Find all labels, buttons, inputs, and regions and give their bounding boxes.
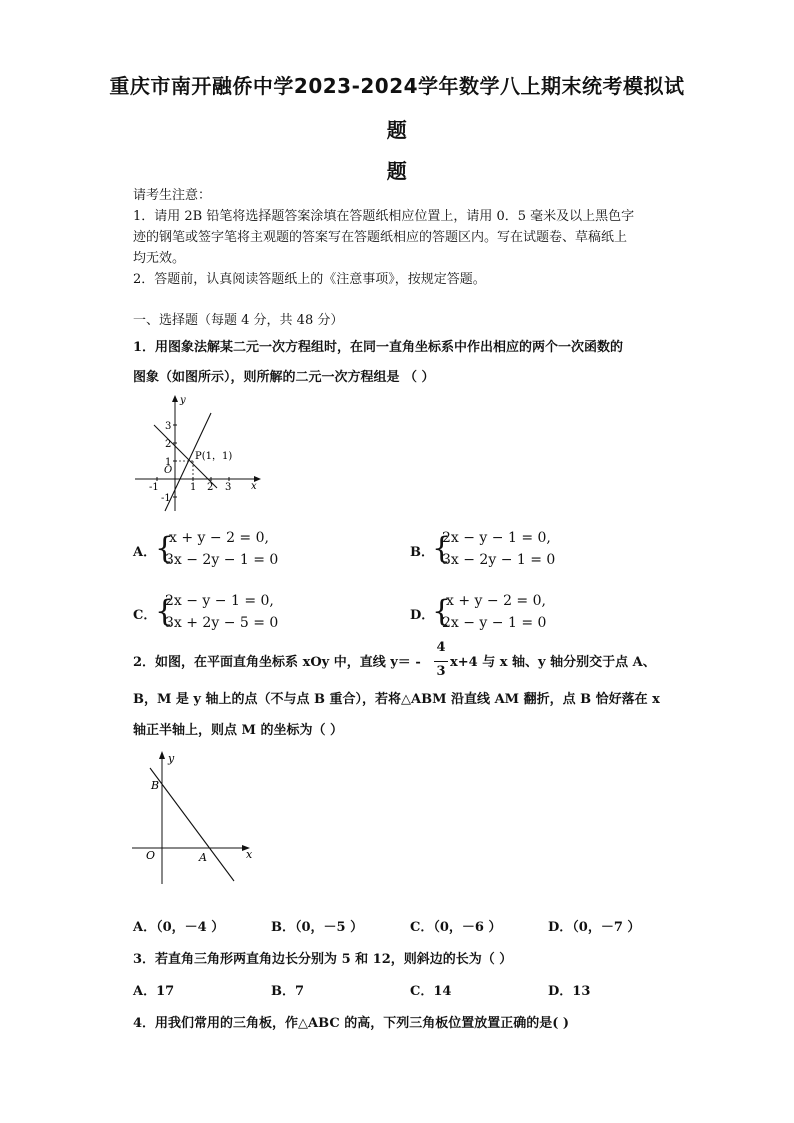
notice-item-1-cont-2: 均无效。 (133, 251, 186, 266)
option-letter: B． (410, 545, 434, 560)
section-heading: 一、选择题（每题 4 分，共 48 分） (133, 313, 344, 328)
question-2-text-b: x+4 与 x 轴、y 轴分别交于点 A、 (450, 655, 656, 670)
y-tick-label-1: 1 (165, 457, 172, 468)
equation-1: x + y − 2 = 0, (169, 530, 269, 546)
y-axis-arrow (159, 751, 165, 759)
question-1-graph (135, 393, 265, 513)
q2-option-d[interactable]: D．（0，－7 ） (548, 920, 641, 935)
fraction-denominator: 3 (436, 664, 446, 679)
equation-2: 3x − 2y − 1 = 0 (165, 552, 279, 568)
option-letter: D． (410, 608, 435, 623)
y-axis-label: y (168, 752, 175, 765)
equation-2: 3x − 2y − 1 = 0 (442, 552, 556, 568)
page-title: 重庆市南开融侨中学2023-2024学年数学八上期末统考模拟试 (109, 74, 685, 98)
point-b-label: B (151, 779, 160, 792)
notice-item-1-cont: 迹的钢笔或签字笔将主观题的答案写在答题纸相应的答题区内。写在试题卷、草稿纸上 (133, 230, 628, 245)
equation-2: 2x − y − 1 = 0 (442, 615, 547, 631)
q3-option-c[interactable]: C．14 (410, 984, 452, 999)
x-tick-label-1: 1 (190, 482, 197, 493)
fraction-numerator: 4 (436, 640, 446, 655)
x-tick-label-3: 3 (225, 482, 232, 493)
question-1-text-cont: 图象（如图所示），则所解的二元一次方程组是 （ ） (133, 370, 435, 385)
question-2-text-cont: B，M 是 y 轴上的点（不与点 B 重合），若将△ABM 沿直线 AM 翻折，点 B 恰好落在 x (133, 692, 660, 707)
point-p-label: P(1，1) (195, 451, 233, 462)
q1-option-c[interactable] (133, 590, 393, 638)
q3-option-a[interactable]: A．17 (133, 984, 175, 999)
page-title-continued: 题 (386, 118, 408, 142)
q2-option-c[interactable]: C．（0，－6 ） (410, 920, 502, 935)
y-tick-label-neg1: -1 (161, 493, 171, 504)
q1-option-d[interactable] (410, 590, 670, 638)
q2-option-b[interactable]: B．（0，－5 ） (271, 920, 364, 935)
question-2-text: 2．如图，在平面直角坐标系 xOy 中，直线 y＝ - (133, 655, 421, 670)
notice-item-1: 1．请用 2B 铅笔将选择题答案涂填在答题纸相应位置上，请用 0．5 毫米及以上黑色字 (133, 209, 635, 224)
x-tick-label-neg1: -1 (149, 482, 159, 493)
q2-option-a[interactable]: A．（0，－4 ） (133, 920, 225, 935)
y-axis-label: y (180, 395, 186, 406)
y-tick-label-2: 2 (165, 439, 172, 450)
brace-icon: { (432, 594, 452, 629)
fraction-bar (434, 661, 448, 662)
equation-1: 2x − y − 1 = 0, (442, 530, 551, 546)
notice-heading: 请考生注意： (133, 188, 212, 203)
q1-option-a[interactable] (133, 527, 393, 575)
equation-1: x + y − 2 = 0, (446, 593, 546, 609)
option-letter: A． (133, 545, 157, 560)
brace-icon: { (155, 531, 175, 566)
origin-label: O (164, 465, 173, 476)
equation-1: 2x − y − 1 = 0, (165, 593, 274, 609)
brace-icon: { (155, 594, 175, 629)
question-4-text: 4．用我们常用的三角板，作△ABC 的高，下列三角板位置放置正确的是( ) (133, 1016, 570, 1031)
option-letter: C． (133, 608, 157, 623)
x-axis-label: x (251, 481, 257, 492)
q3-option-d[interactable]: D．13 (548, 984, 591, 999)
origin-label: O (146, 849, 156, 862)
equation-2: 3x + 2y − 5 = 0 (165, 615, 279, 631)
notice-item-2: 2．答题前，认真阅读答题纸上的《注意事项》，按规定答题。 (133, 272, 486, 287)
question-1-text: 1．用图象法解某二元一次方程组时，在同一直角坐标系中作出相应的两个一次函数的 (133, 340, 624, 355)
y-tick-label-3: 3 (165, 421, 172, 432)
question-2-graph (130, 748, 260, 888)
y-axis-arrow (172, 395, 178, 402)
x-tick-label-2: 2 (207, 482, 214, 493)
q1-option-b[interactable] (410, 527, 670, 575)
page-title-continued-2: 题 (386, 159, 408, 183)
line-ab (150, 768, 234, 881)
q3-option-b[interactable]: B．7 (271, 984, 305, 999)
question-2-text-cont-2: 轴正半轴上，则点 M 的坐标为（ ） (133, 723, 343, 738)
brace-icon: { (432, 531, 452, 566)
point-a-label: A (199, 851, 207, 864)
x-axis-label: x (246, 848, 253, 861)
question-3-text: 3．若直角三角形两直角边长分别为 5 和 12，则斜边的长为（ ） (133, 952, 513, 967)
